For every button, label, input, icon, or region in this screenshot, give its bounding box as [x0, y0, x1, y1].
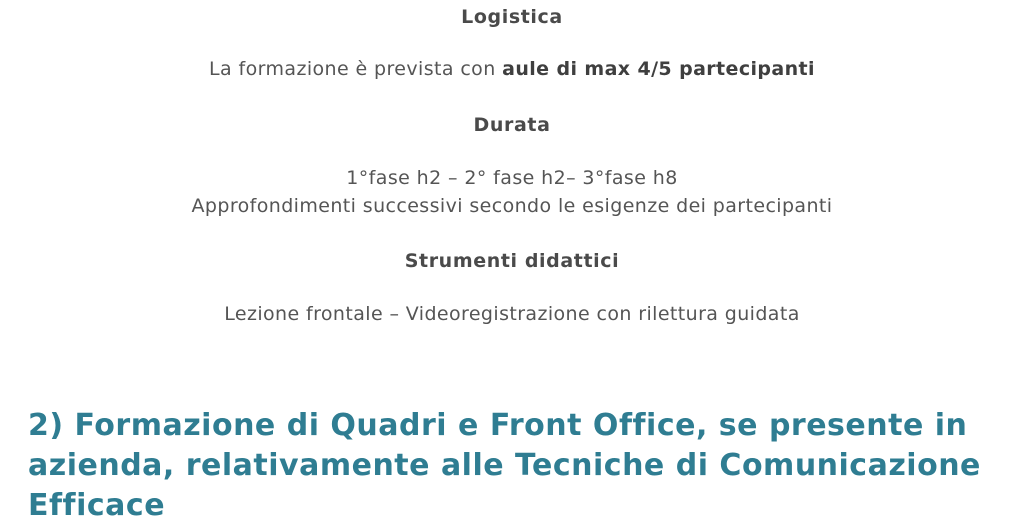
heading-logistica: Logistica	[461, 6, 563, 28]
paragraph-logistica	[0, 58, 1024, 80]
logistica-text-prefix: La formazione è prevista con	[209, 58, 503, 80]
heading-durata: Durata	[473, 114, 551, 136]
logistica-text-bold: aule di max 4/5 partecipanti	[502, 58, 815, 80]
paragraph-durata-line2: Approfondimenti successivi secondo le esigenze dei partecipanti	[191, 195, 833, 217]
paragraph-strumenti-line1: Lezione frontale – Videoregistrazione con rilettura guidata	[224, 303, 800, 325]
paragraph-durata-line1: 1°fase h2 – 2° fase h2– 3°fase h8	[346, 167, 678, 189]
heading-strumenti-didattici: Strumenti didattici	[404, 250, 620, 272]
section-title-formazione-quadri: 2) Formazione di Quadri e Front Office, se presente in azienda, relativamente alle Tecniche di Comunicazione Efficace	[28, 408, 981, 523]
